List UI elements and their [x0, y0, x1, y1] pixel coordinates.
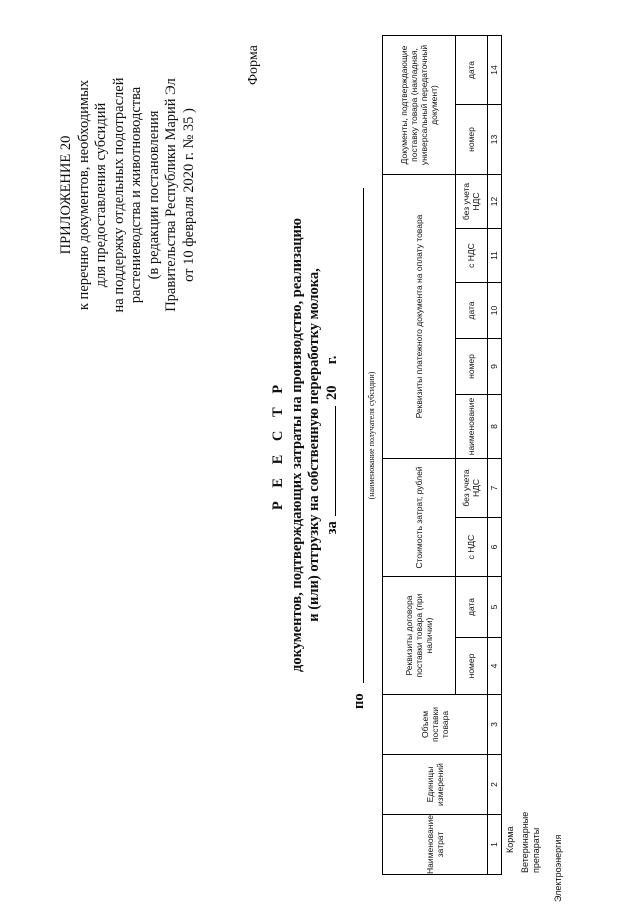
col-number: 5: [487, 577, 501, 638]
header-payment-naming: [455, 395, 487, 459]
header-name: [383, 815, 487, 875]
recipient-caption: (наименование получателя субсидии): [367, 371, 376, 500]
col-number: 13: [487, 105, 501, 175]
period-blank: [323, 406, 336, 516]
header-contract-date: [455, 577, 487, 638]
number-row-bottom: [501, 35, 502, 875]
header-payment-date: [455, 283, 487, 339]
header-payment-with-vat: [455, 229, 487, 283]
header-number-text: номер: [466, 127, 476, 152]
header-name-text: Наименование затрат: [425, 815, 445, 874]
col-number: 4: [487, 638, 501, 695]
col-number: 11: [487, 229, 501, 283]
register-table: [382, 35, 501, 875]
row-label-electricity: Электроэнергия: [553, 834, 563, 902]
header-payment-without-vat: [455, 175, 487, 229]
header-docs: [383, 35, 455, 175]
header-without-vat-text: без учета НДС: [461, 182, 481, 221]
recipient-label: по: [351, 693, 367, 709]
appendix-line: на поддержку отдельных подотраслей: [110, 77, 127, 313]
header-cost-text: Стоимость затрат, рублей: [414, 466, 424, 569]
appendix-line: к перечню документов, необходимых: [75, 79, 92, 311]
header-payment: [383, 175, 455, 459]
header-contract-number: [455, 638, 487, 695]
za-prefix: за: [324, 521, 340, 535]
header-cost-without-vat: [455, 459, 487, 518]
col-number: 10: [487, 283, 501, 339]
za-year: 20: [324, 385, 340, 400]
header-units: [383, 755, 487, 815]
col-number: 9: [487, 339, 501, 395]
header-volume-text: Объем поставки товара: [420, 706, 450, 743]
header-docs-text: Документы, подтверждающие поставку товара (накладная, универсальный передаточный документ): [399, 44, 439, 166]
header-payment-text: Реквизиты платежного документа на оплату товара: [414, 214, 424, 419]
register-title: [270, 185, 341, 705]
header-with-vat-text: с НДС: [466, 243, 476, 268]
header-docs-date: [455, 35, 487, 105]
header-naming-text: наименование: [466, 397, 476, 456]
header-divider: [455, 35, 456, 695]
header-number-text: номер: [466, 354, 476, 379]
appendix-line: ПРИЛОЖЕНИЕ 20: [58, 135, 74, 255]
register-period-line: [323, 185, 341, 705]
register-heading: Р Е Е С Т Р: [270, 379, 286, 511]
form-label: Форма: [246, 45, 261, 85]
appendix-line: от 10 февраля 2020 г. № 35 ): [180, 108, 197, 282]
col-number: 12: [487, 175, 501, 229]
header-payment-number: [455, 339, 487, 395]
row-label-feed: Корма: [505, 826, 515, 853]
header-contract: [383, 577, 455, 695]
header-date-text: дата: [466, 60, 476, 80]
appendix-line: растениеводства и животноводства: [128, 86, 144, 304]
appendix-line: для предоставления субсидий: [93, 102, 109, 288]
register-subtitle-line1: документов, подтверждающих затраты на производство, реализацию: [289, 218, 305, 672]
header-volume: [383, 695, 487, 755]
row-label-vet: Ветеринарные препараты: [520, 811, 541, 873]
col-number: 2: [487, 755, 501, 815]
header-with-vat-text: с НДС: [466, 534, 476, 560]
col-number: 14: [487, 35, 501, 105]
za-suffix: г.: [324, 355, 340, 365]
appendix-line: Правительства Республики Марий Эл: [163, 78, 179, 312]
col-number: 3: [487, 695, 501, 755]
register-subtitle-line2: и (или) отгрузку на собственную переработку молока,: [306, 268, 322, 622]
header-units-text: Единицы измерений: [425, 763, 445, 806]
header-without-vat-text: без учета НДС: [461, 469, 481, 507]
header-docs-number: [455, 105, 487, 175]
header-cost-with-vat: [455, 518, 487, 577]
col-number: 1: [487, 815, 501, 875]
header-number-text: номер: [466, 653, 476, 679]
col-number: 7: [487, 459, 501, 518]
appendix-header: [58, 5, 198, 385]
header-contract-text: Реквизиты договора поставки товара (при наличии): [404, 593, 434, 678]
col-number: 6: [487, 518, 501, 577]
header-date-text: дата: [466, 597, 476, 617]
recipient-blank-line: [363, 188, 364, 683]
header-date-text: дата: [466, 301, 476, 320]
appendix-line: (в редакции постановления: [145, 110, 162, 280]
col-number: 8: [487, 395, 501, 459]
header-cost: [383, 459, 455, 577]
